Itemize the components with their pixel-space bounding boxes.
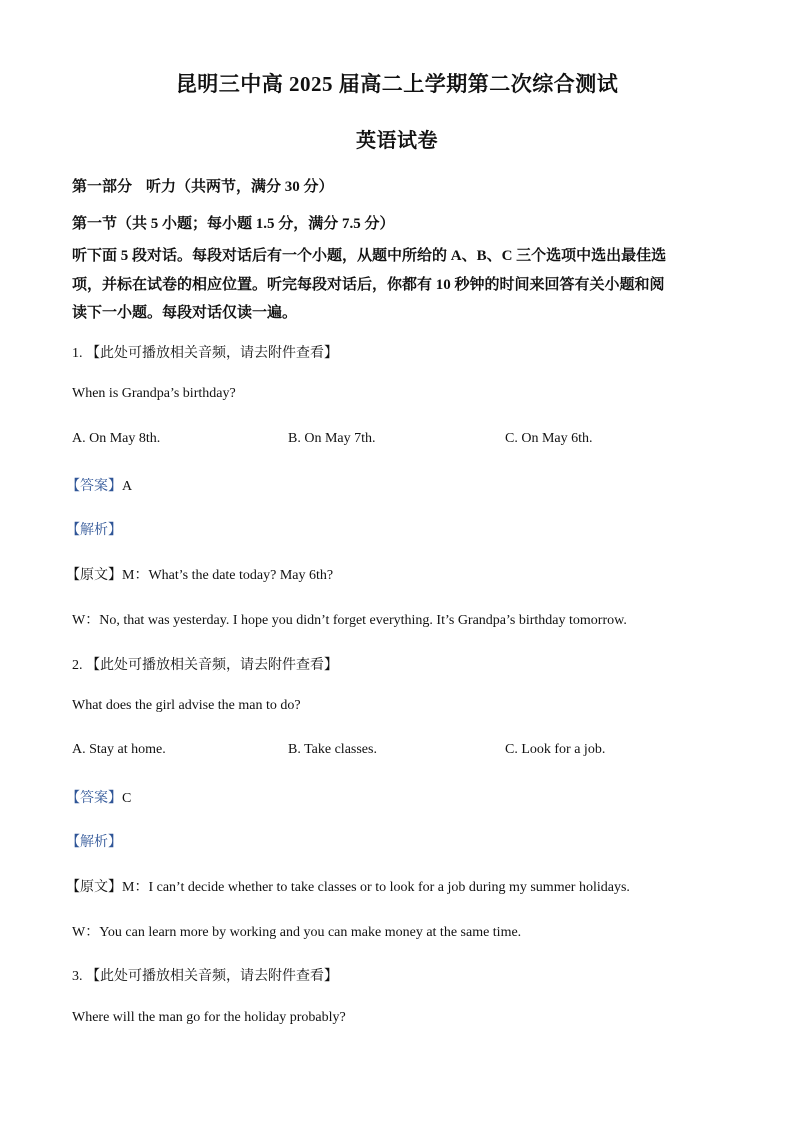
- q2-answer: [66, 787, 131, 807]
- q2-option-b: B. Take classes.: [288, 742, 377, 757]
- part1-desc: 听力（共两节，满分 30 分）: [146, 179, 334, 195]
- question-1-text: When is Grandpa’s birthday?: [72, 386, 236, 401]
- question-number: 1.: [72, 346, 83, 361]
- q2-analysis-label: 【解析】: [66, 835, 122, 850]
- q2-option-a: A. Stay at home.: [72, 742, 166, 757]
- question-3-text: Where will the man go for the holiday probably?: [72, 1010, 346, 1025]
- question-1-audio: [72, 342, 338, 362]
- audio-note[interactable]: 【此处可播放相关音频，请去附件查看】: [86, 346, 338, 361]
- answer-label: 【答案】: [66, 479, 122, 494]
- instruction-line: 听下面 5 段对话。每段对话后有一个小题，从题中所给的 A、B、C 三个选项中选出最佳选: [72, 248, 667, 264]
- q1-option-a: A. On May 8th.: [72, 431, 161, 446]
- question-2-text: What does the girl advise the man to do?: [72, 698, 301, 713]
- audio-note[interactable]: 【此处可播放相关音频，请去附件查看】: [86, 658, 338, 673]
- question-number: 2.: [72, 658, 83, 673]
- transcript-line: M：What’s the date today? May 6th?: [122, 568, 334, 583]
- q2-transcript-1: [66, 876, 630, 896]
- answer-value: A: [122, 479, 133, 494]
- q1-transcript-2: W：No, that was yesterday. I hope you didn’t forget everything. It’s Grandpa’s birthday tomorrow.: [72, 613, 627, 628]
- q2-option-c: C. Look for a job.: [505, 742, 606, 757]
- q1-option-b: B. On May 7th.: [288, 431, 376, 446]
- q2-transcript-2: W：You can learn more by working and you can make money at the same time.: [72, 925, 522, 940]
- answer-label: 【答案】: [66, 791, 122, 806]
- q1-option-c: C. On May 6th.: [505, 431, 593, 446]
- transcript-label: 【原文】: [66, 880, 122, 895]
- q1-answer: [66, 475, 132, 495]
- part1-label: 第一部分: [72, 179, 133, 195]
- transcript-line: M：I can’t decide whether to take classes or to look for a job during my summer holidays.: [122, 880, 630, 895]
- listening-instructions: [72, 242, 722, 328]
- instruction-line: 读下一小题。每段对话仅读一遍。: [72, 305, 298, 321]
- section1-heading: 第一节（共 5 小题；每小题 1.5 分，满分 7.5 分）: [72, 216, 395, 232]
- q1-analysis-label: 【解析】: [66, 523, 122, 538]
- exam-title: 昆明三中高 2025 届高二上学期第二次综合测试: [175, 72, 619, 96]
- question-3-audio: [72, 965, 338, 985]
- answer-value: C: [122, 791, 132, 806]
- audio-note[interactable]: 【此处可播放相关音频，请去附件查看】: [86, 969, 338, 984]
- question-2-audio: [72, 654, 338, 674]
- exam-subtitle: 英语试卷: [356, 130, 438, 152]
- instruction-line: 项，并标在试卷的相应位置。听完每段对话后，你都有 10 秒钟的时间来回答有关小题和阅: [72, 276, 665, 293]
- q1-transcript-1: [66, 564, 333, 584]
- transcript-label: 【原文】: [66, 568, 122, 583]
- question-number: 3.: [72, 969, 83, 984]
- part1-heading: [72, 175, 334, 196]
